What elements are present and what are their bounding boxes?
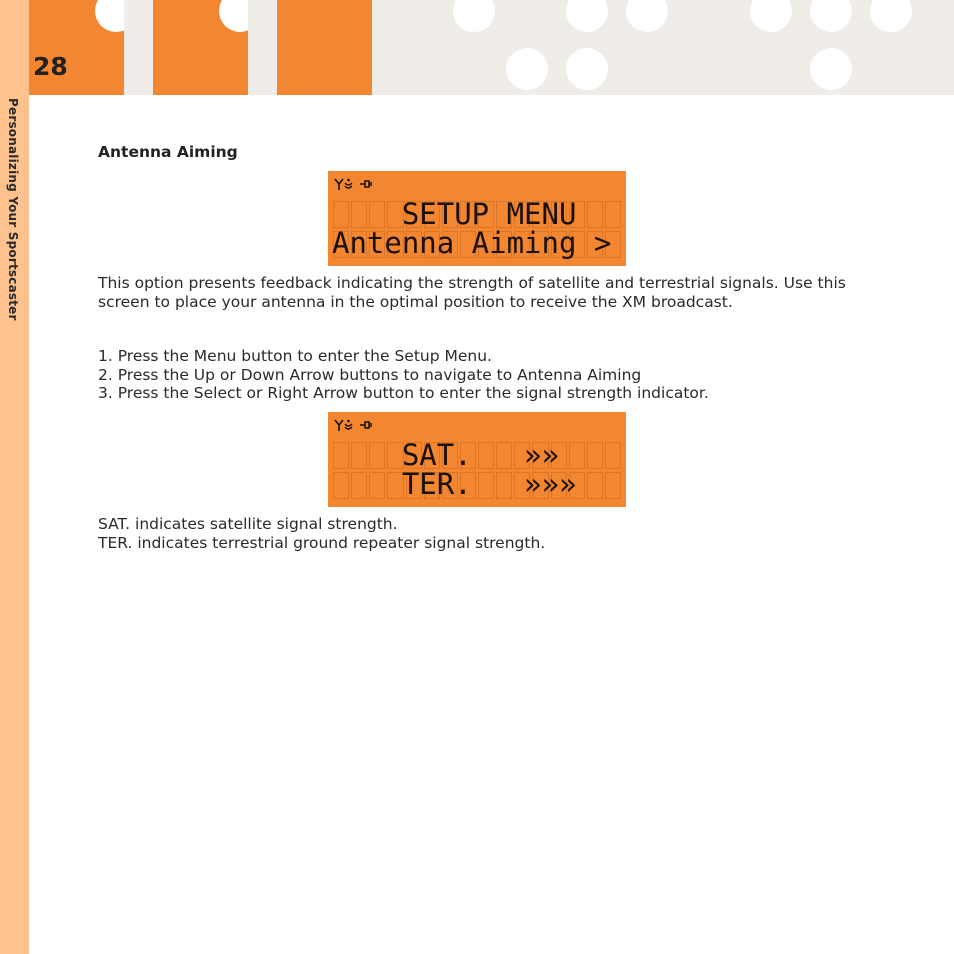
list-item: 2. Press the Up or Down Arrow buttons to navigate to Antenna Aiming <box>98 365 642 384</box>
lcd-cell <box>605 442 621 469</box>
header-decor-circle <box>870 0 912 32</box>
note-ter: TER. indicates terrestrial ground repeater signal strength. <box>98 533 546 552</box>
header-orange-block <box>277 0 372 95</box>
header-decor-circle <box>810 48 852 90</box>
lcd-status-icons <box>334 177 378 196</box>
header-orange-block <box>153 0 248 95</box>
intro-paragraph <box>98 274 868 311</box>
lcd-cell <box>587 201 603 228</box>
page-header <box>29 0 954 95</box>
header-decor-circle <box>626 0 668 32</box>
header-decor-circle <box>453 0 495 32</box>
header-decor-circle <box>506 48 548 90</box>
lcd-cell <box>587 442 603 469</box>
header-decor-circle <box>566 48 608 90</box>
side-strip <box>0 0 29 954</box>
lcd-display-signal-strength <box>328 412 626 507</box>
header-decor-circle <box>810 0 852 32</box>
section-heading: Antenna Aiming <box>98 143 238 161</box>
notes <box>98 515 868 552</box>
note-sat: SAT. indicates satellite signal strength. <box>98 515 398 533</box>
header-orange-block <box>29 0 124 95</box>
side-label: Personalizing Your Sportscaster <box>6 98 20 321</box>
header-decor-circle <box>566 0 608 32</box>
antenna-signal-icon <box>334 418 378 432</box>
lcd-display-setup-menu <box>328 171 626 266</box>
header-decor-circle <box>219 0 248 32</box>
lcd-line-2: TER. »»» <box>332 467 577 501</box>
list-item: 1. Press the Menu button to enter the Setup Menu. <box>98 347 492 365</box>
lcd-line-2: Antenna Aiming > <box>332 226 612 260</box>
header-decor-circle <box>95 0 124 32</box>
intro-text: This option presents feedback indicating the strength of satellite and terrestrial signals. Use this screen to place your antenna in the optimal position to receive the XM broadcast. <box>98 274 846 311</box>
lcd-line-1: SETUP MENU <box>332 197 577 231</box>
lcd-cell <box>605 201 621 228</box>
list-item: 3. Press the Select or Right Arrow button to enter the signal strength indicator. <box>98 384 709 402</box>
lcd-line-1: SAT. »» <box>332 438 559 472</box>
steps-list <box>98 347 709 403</box>
lcd-cell <box>605 472 621 499</box>
lcd-cell <box>569 442 585 469</box>
lcd-cell <box>587 472 603 499</box>
lcd-status-icons <box>334 418 378 437</box>
antenna-signal-icon <box>334 177 378 191</box>
header-decor-circle <box>750 0 792 32</box>
page-number: 28 <box>33 52 68 81</box>
